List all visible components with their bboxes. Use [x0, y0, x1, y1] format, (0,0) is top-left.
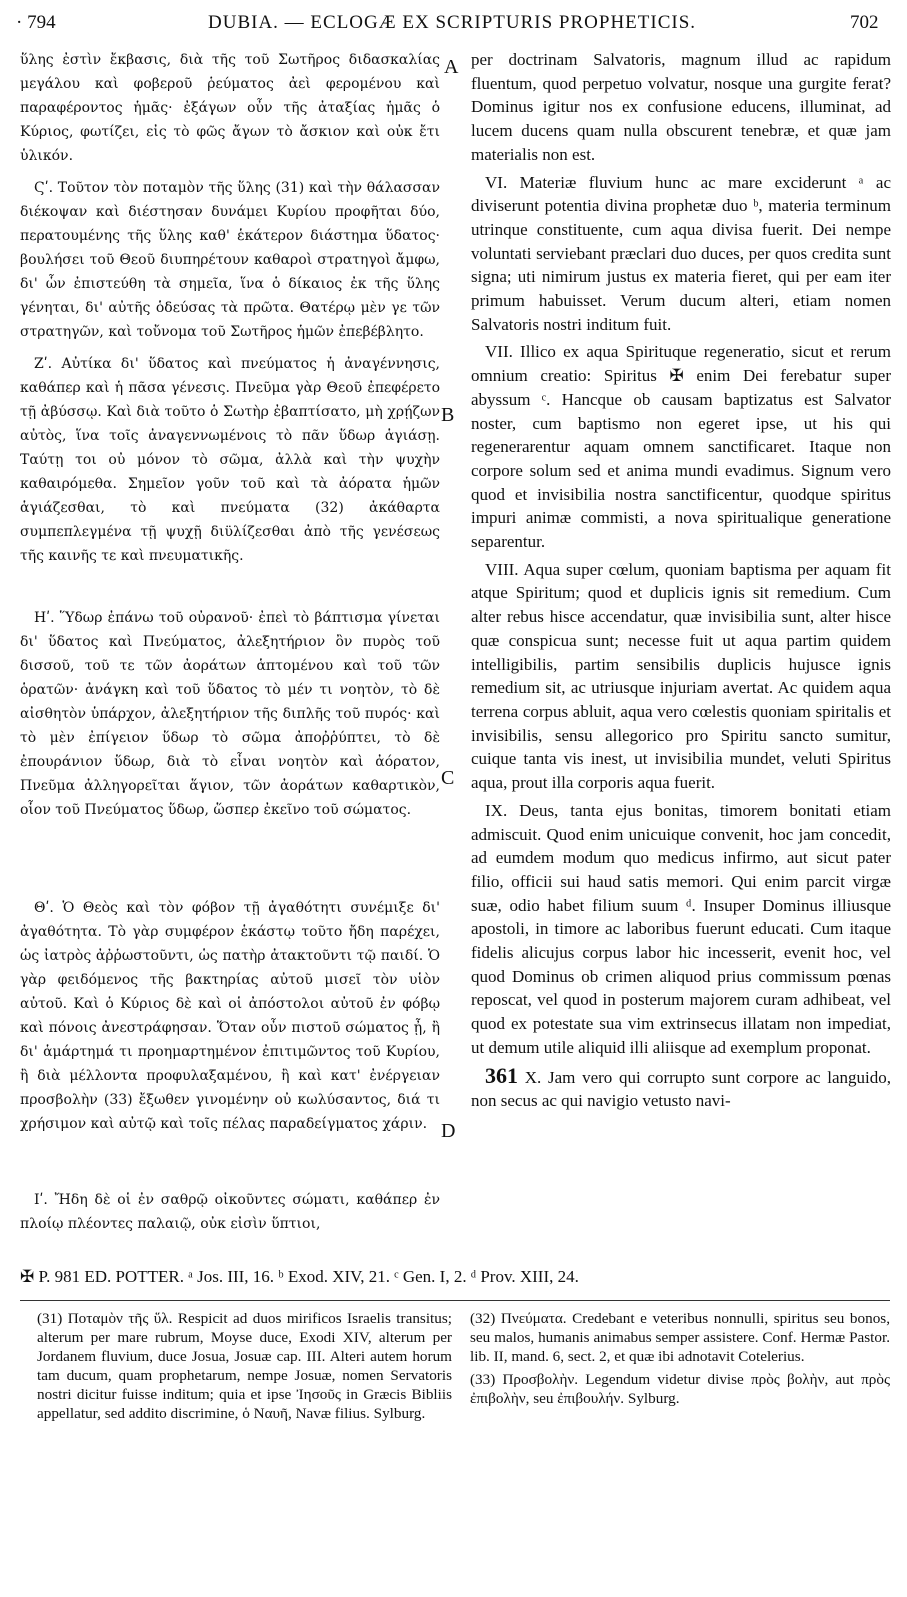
left-page-number: · 794 — [16, 12, 56, 33]
latin-paragraph-x — [471, 1064, 891, 1113]
greek-paragraph: Ιʹ. Ἤδη δὲ οἱ ἐν σαθρῷ οἰκοῦντες σώματι, καθάπερ ἐν πλοίῳ πλέοντες παλαιῷ, οὐκ εἰσὶν ὕπτιοι, — [20, 1192, 440, 1232]
margin-letter-c: C — [441, 767, 455, 789]
greek-paragraph: Ηʹ. Ὕδωρ ἐπάνω τοῦ οὐρανοῦ· ἐπεὶ τὸ βάπτισμα γίνεται δι' ὕδατος καὶ Πνεύματος, ἀλεξητήριον ὂν πυρὸς τοῦ δισσοῦ, τοῦ τε τῶν ἀοράτων ἁπτομένου καὶ τοῦ τῶν ὁρατῶν· ἀνάγκη καὶ τοῦ ὕδατος τὸ μέν τι νοητὸν, τὸ δὲ αἰσθητὸν ὑπάρχον, ἀλεξητήριον τῆς διπλῆς τοῦ πυρός· καὶ τὸ μὲν ἐπίγειον ὕδωρ τὸ σῶμα ἀποῤῥύπτει, τὸ δὲ ἐπουράνιον ὕδωρ, διὰ τὸ εἶναι νοητὸν καὶ ἀόρατον, Πνεῦμα ἀλληγορεῖται ἅγιον, τῶν ἀοράτων καθαρτικὸν, οἷον τοῦ Πνεύματος ὕδωρ, ὥσπερ ἐκεῖνο τοῦ σώματος. — [20, 610, 440, 818]
margin-letter-b: B — [441, 404, 455, 426]
latin-paragraph: VIII. Aqua super cœlum, quoniam baptisma per aquam fit atque Spiritum; quod et duplicis ignis sit remedium. Cum alter rebus hisce accendatur, quæ invisibilia sunt, alter hisce quæ conspicua sunt; necesse fuit ut aqua partim quidem intelligibilis, partim sensibilis duplicis hujusce ignis remedium sit, ac utriusque injuriam avertat. Ac quidem aqua terrena corpus abluit, aqua vero cœlestis quoniam spiritalis et invisibilis, sensu allegorico pro Spiritu sancto sumitur, cuique tanta vis inest, ut invisibilia mundet, veluti Spiritus aqua, prout illa corporis aqua fuerit. — [471, 559, 891, 793]
footnote-31: (31) Ποταμὸν τῆς ὕλ. Respicit ad duos mirificos Israelis transitus; alterum per mare rubrum, Moyse duce, Exodi XIV, alterum per Jordanem fluvium, duce Josua, Josuæ cap. III. Alteri autem horum tam ducum, quam prophetarum, nempe Josuæ, nomen Servatoris nostri dicitur fuisse inditum; quia et ipse Ἰησοῦς in Græcis Bibliis appellatur, sed addito discrimine, ὁ Ναυῆ, Navæ filius. Sylburg. — [37, 1310, 452, 1422]
footnote-32: (32) Πνεύματα. Credebant e veteribus nonnulli, spiritus seu bonos, seu malos, humanis animabus semper assistere. Conf. Hermæ Pastor. lib. II, mand. 6, sect. 2, et quæ ibi adnotavit Cotelerius. — [470, 1310, 890, 1365]
column-number: 361 — [485, 1062, 518, 1088]
right-page-number: 702 — [850, 12, 879, 33]
latin-paragraph: VI. Materiæ fluvium hunc ac mare exciderunt ᵃ ac diviserunt potentia divina prophetæ duo ᵇ, materia terminum utrinque constituente, cum aqua divisa fuerit. Dei nempe voluntati serviebant præclari duo duces, per quos credita sunt signa; uti nimirum justus ex materia fieret, qui per eam iter primum habuisset. Verum ducum alteri, etiam nomen Salvatoris nostri inditum fuit. — [471, 172, 891, 334]
latin-paragraph-text: X. Jam vero qui corrupto sunt corpore ac languido, non secus ac qui navigio vetusto navi- — [471, 1067, 891, 1111]
latin-column — [471, 48, 891, 1113]
scripture-references: ✠ P. 981 ED. POTTER. ᵃ Jos. III, 16. ᵇ Exod. XIV, 21. ᶜ Gen. I, 2. ᵈ Prov. XIII, 24. — [20, 1267, 579, 1286]
latin-paragraph: per doctrinam Salvatoris, magnum illud ac rapidum fluentum, quod perpetuo volvatur, nosque una gurgite ferat? Dominus igitur nos ex confusione educens, illuminat, ad lucem ducens quam nulla obscurent tenebræ, et quæ jam materialis non est. — [471, 50, 891, 164]
greek-paragraph: Θʹ. Ὁ Θεὸς καὶ τὸν φόβον τῇ ἀγαθότητι συνέμιξε δι' ἀγαθότητα. Τὸ γὰρ συμφέρον ἑκάστῳ τοῦτο ἤδη παρέχει, ὡς ἰατρὸς ἀῤῥωστοῦντι, ὡς πατὴρ ἀτακτοῦντι τῷ παιδί. Ὁ γὰρ φειδόμενος τῆς βακτηρίας αὐτοῦ μισεῖ τὸν υἱὸν αὐτοῦ. Καὶ ὁ Κύριος δὲ καὶ οἱ ἀπόστολοι αὐτοῦ ἐν φόβῳ καὶ πόνοις ἀνεστράφησαν. Ὅταν οὖν πιστοῦ σώματος ᾖ, ἢ δι' ἁμάρτημά τι προημαρτημένον ἐπιτιμῶντος τοῦ Κυρίου, ἢ διὰ μέλλοντα προφυλαξαμένου, ἢ καὶ κατ' ἐνέργειαν προσβολὴν (33) ἔξωθεν γινομένην οὐ κωλύσαντος, διά τι χρήσιμον καὶ αὐτῷ καὶ τοῖς πέλας παραδείγματος χάριν. — [20, 900, 440, 1132]
greek-paragraph: Ϛʹ. Τοῦτον τὸν ποταμὸν τῆς ὕλης (31) καὶ τὴν θάλασσαν διέκοψαν καὶ διέστησαν δυνάμει Κυρίου προφῆται δύο, περατουμένης τῆς ὕλης καθ' ἑκάτερον διάστημα ὕδατος· βουλήσει τοῦ Θεοῦ διυπηρέτουν καθαροὶ στρατηγοὶ ἄμφω, δι' ὧν ἐπιστεύθη τὰ σημεῖα, ἵνα ὁ δίκαιος ἐκ τῆς ὕλης γένηται, δι' αὐτῆς ὁδεύσας τὰ πρῶτα. Θατέρῳ μὲν γε τῶν στρατηγῶν, καὶ τοὔνομα τοῦ Σωτῆρος ἡμῶν ἐπεβέβλητο. — [20, 180, 440, 340]
running-title: DUBIA. — ECLOGÆ EX SCRIPTURIS PROPHETICIS. — [208, 12, 697, 33]
margin-letter-d: D — [441, 1120, 456, 1142]
margin-letter-a: A — [444, 56, 459, 78]
footnotes-right — [470, 1309, 890, 1412]
greek-column — [20, 48, 440, 1236]
running-header — [0, 8, 907, 38]
latin-paragraph: IX. Deus, tanta ejus bonitas, timorem bonitati etiam admiscuit. Quod enim unicuique convenit, hoc jam concedit, ad eumdem modum quo medicus infirmo, aut sicut pater filio, officii sui haud satis memori. Qui enim parcit virgæ suæ, odio habet filium suum ᵈ. Insuper Dominus illiusque apostoli, in timore ac laboribus fuerunt educati. Cum itaque fidelis alicujus corpus labor hic incesserit, evenit hoc, vel quod Dominus ob crimen aliquod prius commissum pœnas reposcat, vel quod in posterum majorem curam adhibeat, vel quod ex potestate sua vim extrinsecus illatam non impediat, ut demum utile aliquid illi aliisque ad exemplum proponat. — [471, 800, 891, 1057]
greek-paragraph: ὕλης ἐστὶν ἔκβασις, διὰ τῆς τοῦ Σωτῆρος διδασκαλίας μεγάλου καὶ φοβεροῦ ῥεύματος ἀεὶ φερομένου καὶ παραφέροντος ἡμᾶς· ἐξάγων οὖν τῆς ἀταξίας ἡμᾶς ὁ Κύριος, φωτίζει, εἰς τὸ φῶς ἄγων τὸ ἄσκιον καὶ οὐκ ἔτι ὑλικόν. — [20, 52, 440, 164]
footnote-33: (33) Προσβολὴν. Legendum videtur divise πρὸς βολὴν, aut πρὸς ἐπιβολὴν, seu ἐπιβουλήν. Sylburg. — [470, 1371, 890, 1407]
footnotes-left — [37, 1309, 452, 1427]
footnote-divider — [20, 1300, 890, 1301]
greek-paragraph: Ζʹ. Αὐτίκα δι' ὕδατος καὶ πνεύματος ἡ ἀναγέννησις, καθάπερ καὶ ἡ πᾶσα γένεσις. Πνεῦμα γὰρ Θεοῦ ἐπεφέρετο τῇ ἀβύσσῳ. Καὶ διὰ τοῦτο ὁ Σωτὴρ ἐβαπτίσατο, μὴ χρῄζων αὐτὸς, ἵνα τοῖς ἀναγεννωμένοις τὸ πᾶν ὕδωρ ἁγιάσῃ. Ταύτῃ τοι οὐ μόνον τὸ σῶμα, ἀλλὰ καὶ τὴν ψυχὴν καθαιρόμεθα. Σημεῖον γοῦν τοῦ καὶ τὰ ἀόρατα ἡμῶν ἁγιάζεσθαι, τὸ καὶ πνεύματα (32) ἀκάθαρτα συμπεπλεγμένα τῇ ψυχῇ διϋλίζεσθαι ἀπὸ τῆς γενέσεως τῆς καινῆς τε καὶ πνευματικῆς. — [20, 356, 440, 564]
latin-paragraph: VII. Illico ex aqua Spirituque regeneratio, sicut et rerum omnium creatio: Spiritus ✠ enim Dei ferebatur super abyssum ᶜ. Hancque ob causam baptizatus est Salvator noster, cum baptismo non egeret ipse, ut his qui regenerarentur aquam omnem sanctificaret. Itaque non corpore solum sed et anima mundi evadimus. Signum vero quod et invisibilia nostra sanctificentur, quodque spiritus impuri animæ commisti, a nova spiritualique generatione separentur. — [471, 342, 891, 552]
